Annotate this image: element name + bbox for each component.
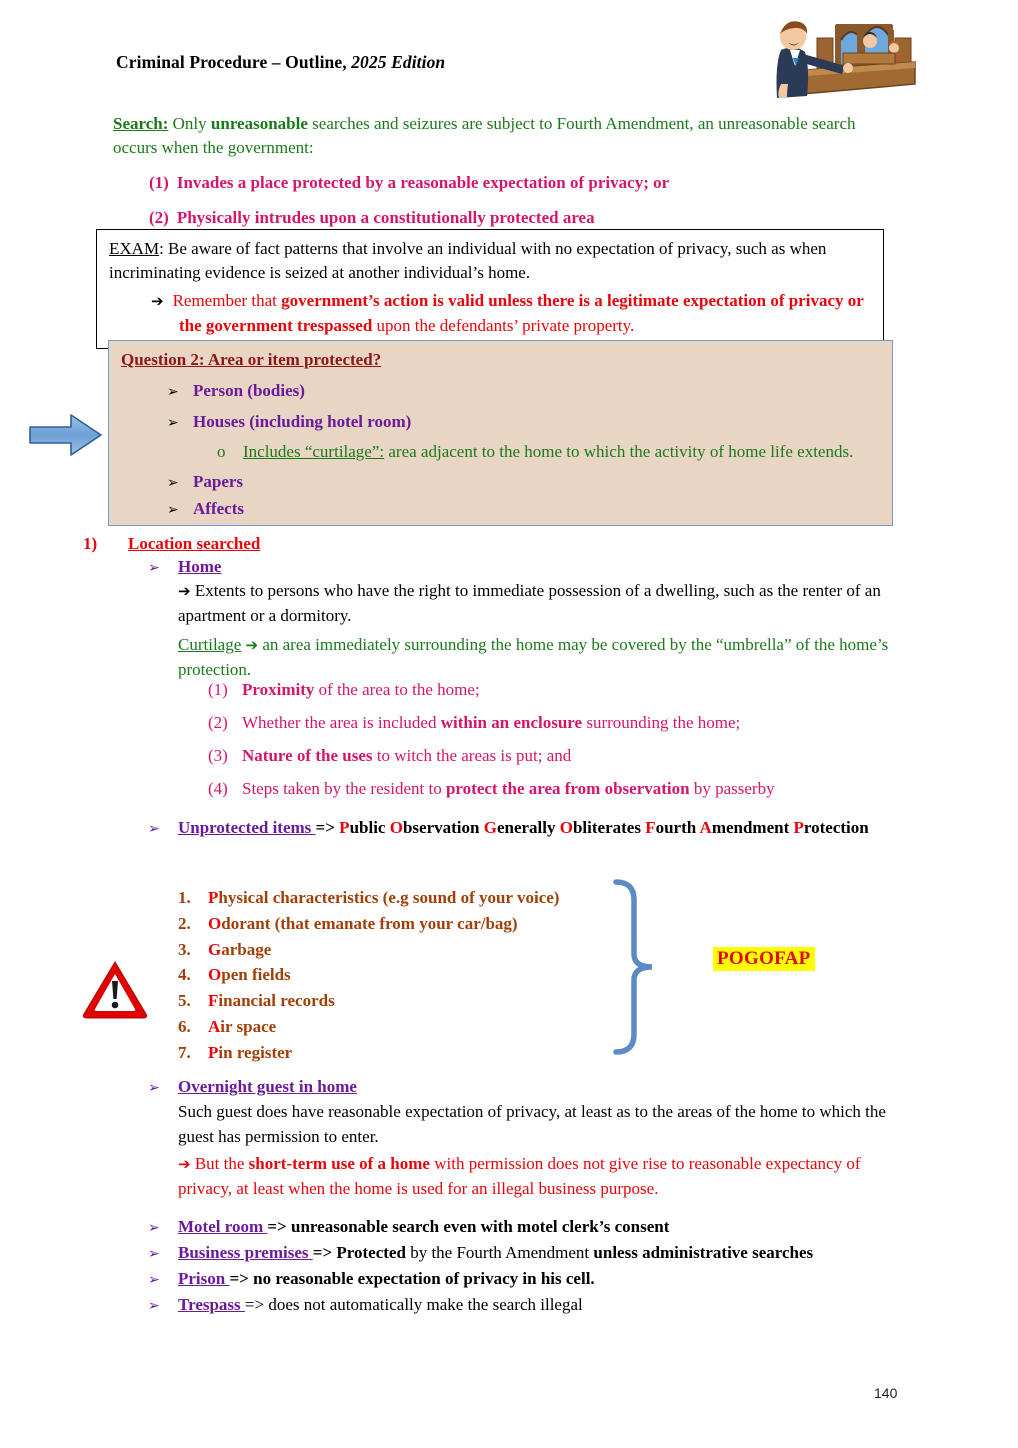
question2-title: Question 2: Area or item protected? — [121, 350, 382, 369]
question2-item-papers — [167, 471, 882, 493]
pogofap-item-6-number: 6. — [178, 1017, 191, 1037]
pogofap-item-4-text: pen fields — [221, 965, 291, 985]
pogofap-item-4 — [178, 962, 559, 988]
factor-2-rest: surrounding the home; — [582, 713, 741, 732]
overnight-red-bold: short-term use of a home — [248, 1154, 430, 1173]
curtilage-heading-term: Curtilage — [178, 635, 242, 654]
warning-triangle-icon — [80, 958, 150, 1020]
pogofap-item-3-text: arbage — [221, 939, 272, 959]
search-item-2-text: Physically intrudes upon a constitutionally protected area — [176, 208, 595, 228]
acronym-rest-public: ublic — [349, 818, 390, 837]
motel-room-text: unreasonable search even with motel clerk’s consent — [291, 1217, 670, 1236]
search-lead-1: Only — [168, 114, 211, 133]
pogofap-item-2-cap: O — [208, 913, 222, 933]
factor-3-marker: (3) — [208, 746, 228, 765]
search-emphasis: unreasonable — [210, 114, 308, 133]
business-premises-term: Business premises — [178, 1243, 313, 1262]
home-paragraph — [178, 579, 904, 628]
arrow-right-icon: ➔ — [151, 292, 164, 311]
location-number: 1) — [83, 534, 98, 553]
home-bullet — [148, 557, 221, 577]
factor-4-bold: protect the area from observation — [445, 779, 690, 798]
arrow-bullet-icon: ➢ — [148, 821, 160, 837]
curtilage-factor-4 — [208, 777, 775, 801]
arrow-bullet-icon: ➢ — [148, 1272, 160, 1288]
factor-4-rest: by passerby — [689, 779, 775, 798]
arrow-bullet-icon: ➢ — [167, 384, 179, 401]
factor-2-marker: (2) — [208, 713, 228, 732]
question2-item-papers-label: Papers — [193, 471, 244, 491]
pogofap-item-2-text: dorant (that emanate from your car/bag) — [221, 913, 518, 933]
pogofap-item-6-cap: A — [208, 1017, 221, 1037]
question2-item-person — [167, 380, 882, 402]
business-premises-bold2: unless administrative searches — [593, 1243, 814, 1262]
curtilage-factor-3 — [208, 744, 571, 768]
acronym-cap-a: A — [699, 818, 712, 837]
factor-4-marker: (4) — [208, 779, 228, 798]
search-lead-2: searches and seizures are subject to Fourth Amendment, an unreasonable search occurs when the government: — [113, 114, 856, 158]
prison-text: no reasonable expectation of privacy in his cell. — [253, 1269, 595, 1288]
pogofap-item-2-number: 2. — [178, 913, 191, 933]
question2-item-houses — [167, 411, 882, 433]
acronym-cap-o1: O — [389, 818, 403, 837]
business-premises-bold: Protected — [336, 1243, 406, 1262]
pogofap-item-7 — [178, 1040, 559, 1066]
curtilage-term: Includes “curtilage”: — [243, 442, 385, 462]
question2-item-affects — [167, 498, 882, 520]
factor-3-rest: to witch the areas is put; and — [372, 746, 572, 765]
pogofap-item-1-cap: P — [208, 888, 219, 907]
acronym-rest-observation: bservation — [402, 818, 484, 837]
motel-room-term: Motel room — [178, 1217, 268, 1236]
question2-shaded-box — [108, 340, 893, 526]
arrow-right-icon: ➔ — [178, 582, 191, 600]
exam-body: : Be aware of fact patterns that involve an individual with no expectation of privacy, such as when incriminating evidence is seized at another individual’s home. — [109, 239, 827, 283]
search-label: Search: — [113, 114, 169, 133]
question2-item-person-label: Person (bodies) — [193, 381, 305, 401]
pogofap-item-2 — [178, 911, 559, 937]
trespass-text: does not automatically make the search illegal — [268, 1295, 583, 1314]
pogofap-item-4-number: 4. — [178, 965, 191, 985]
factor-4-pre: Steps taken by the resident to — [242, 779, 446, 798]
arrow-right-icon: ➔ — [245, 636, 259, 654]
arrow-bullet-icon: ➢ — [148, 1080, 160, 1096]
exam-callout-box — [96, 229, 884, 349]
page-title-edition: 2025 Edition — [351, 52, 446, 72]
arrow-bullet-icon: ➢ — [148, 560, 160, 576]
acronym-rest-fourth: ourth — [655, 818, 700, 837]
pogofap-list — [178, 885, 559, 1066]
pogofap-item-5-cap: F — [208, 991, 219, 1011]
overnight-guest-bullet — [148, 1077, 357, 1097]
question2-item-affects-label: Affects — [193, 499, 244, 519]
pogofap-item-7-number: 7. — [178, 1042, 191, 1062]
overnight-red-pre: But the — [190, 1154, 249, 1173]
business-premises-mid: by the Fourth Amendment — [405, 1243, 594, 1262]
exam-arrow-bold: government’s action is valid unless there is a legitimate expectation of privacy or the government trespassed — [179, 291, 864, 335]
final-bullet-motel-room — [148, 1216, 908, 1238]
pogofap-item-3 — [178, 937, 559, 963]
acronym-rest-generally: enerally — [496, 818, 560, 837]
factor-1-marker: (1) — [208, 680, 228, 699]
pogofap-item-1 — [178, 885, 559, 911]
search-item-1 — [149, 172, 903, 195]
trespass-connector: => — [244, 1295, 269, 1314]
search-item-1-marker: (1) — [149, 173, 169, 193]
pogofap-item-4-cap: O — [208, 965, 222, 985]
pogofap-item-3-number: 3. — [178, 939, 191, 959]
motel-room-connector: => — [267, 1217, 291, 1236]
factor-1-bold: Proximity — [242, 680, 315, 699]
unprotected-items-bullet — [148, 818, 888, 838]
pogofap-item-7-text: in register — [218, 1042, 293, 1062]
exam-arrow-tail: upon the defendants’ private property. — [372, 315, 635, 335]
exam-arrow-note — [151, 289, 873, 338]
arrow-bullet-icon: ➢ — [167, 502, 179, 519]
overnight-red-tail: with permission does not give rise to reasonable expectancy of privacy, at least when the home is used for an illegal business purpose. — [178, 1154, 861, 1198]
page-number: 140 — [874, 1385, 898, 1401]
circle-bullet-icon: o — [217, 442, 226, 462]
pogofap-item-5-text: inancial records — [218, 991, 335, 1011]
exam-arrow-lead: Remember that — [172, 291, 282, 311]
search-item-1-text: Invades a place protected by a reasonable expectation of privacy; or — [176, 173, 670, 193]
pogofap-item-5 — [178, 988, 559, 1014]
final-bullet-business-premises — [148, 1242, 908, 1264]
arrow-bullet-icon: ➢ — [148, 1298, 160, 1314]
pogofap-item-3-cap: G — [208, 939, 222, 959]
factor-3-bold: Nature of the uses — [242, 746, 373, 765]
curtilage-paragraph — [178, 633, 904, 682]
curtilage-factor-1 — [208, 678, 480, 702]
pogofap-item-6 — [178, 1014, 559, 1040]
pogofap-item-7-cap: P — [208, 1042, 219, 1062]
acronym-cap-g: G — [483, 818, 497, 837]
acronym-rest-amendment: mendment — [711, 818, 794, 837]
location-searched-heading — [83, 534, 260, 554]
search-item-2-marker: (2) — [149, 208, 169, 228]
curly-brace-icon — [608, 878, 668, 1056]
courtroom-clipart-image — [757, 10, 920, 105]
acronym-cap-f: F — [645, 818, 656, 837]
prison-term: Prison — [178, 1269, 230, 1288]
exam-label: EXAM — [109, 239, 160, 258]
arrow-right-icon: ➔ — [178, 1155, 191, 1173]
question2-item-houses-label: Houses (including hotel room) — [193, 412, 412, 432]
overnight-guest-red-note — [178, 1152, 904, 1201]
business-premises-connector: => — [312, 1243, 337, 1262]
pogofap-acronym-badge: POGOFAP — [713, 947, 815, 971]
arrow-bullet-icon: ➢ — [148, 1246, 160, 1262]
search-item-2 — [149, 207, 903, 230]
blue-pointer-arrow-icon — [27, 410, 105, 460]
acronym-rest-protection: rotection — [803, 818, 869, 837]
overnight-guest-paragraph: Such guest does have reasonable expectation of privacy, at least as to the areas of the home to which the guest has permission to enter. — [178, 1102, 886, 1146]
overnight-guest-label: Overnight guest in home — [178, 1077, 357, 1096]
factor-2-pre: Whether the area is included — [242, 713, 441, 732]
pogofap-item-1-number: 1. — [178, 888, 191, 907]
curtilage-description: area adjacent to the home to which the activity of home life extends. — [384, 442, 854, 462]
pogofap-item-1-text: hysical characteristics (e.g sound of your voice) — [218, 888, 560, 907]
factor-2-bold: within an enclosure — [440, 713, 583, 732]
pogofap-item-6-text: ir space — [220, 1017, 277, 1037]
arrow-bullet-icon: ➢ — [148, 1220, 160, 1236]
home-label: Home — [178, 557, 222, 576]
final-bullet-prison — [148, 1268, 908, 1290]
pogofap-item-5-number: 5. — [178, 991, 191, 1011]
acronym-cap-o2: O — [559, 818, 573, 837]
home-paragraph-text: Extents to persons who have the right to immediate possession of a dwelling, such as the renter of an apartment or a dormitory. — [178, 581, 881, 625]
page-title-main: Criminal Procedure – Outline, — [116, 52, 347, 72]
curtilage-paragraph-text: an area immediately surrounding the home may be covered by the “umbrella” of the home’s protection. — [178, 635, 889, 679]
location-title: Location searched — [128, 534, 261, 553]
search-definition-block — [113, 112, 903, 230]
question2-curtilage-note — [217, 440, 883, 465]
prison-connector: => — [229, 1269, 254, 1288]
page-title — [116, 52, 445, 73]
factor-1-rest: of the area to the home; — [314, 680, 480, 699]
arrow-bullet-icon: ➢ — [167, 474, 179, 491]
acronym-rest-obliterates: bliterates — [572, 818, 646, 837]
acronym-cap-p2: P — [793, 818, 804, 837]
final-bullet-trespass — [148, 1294, 908, 1316]
unprotected-connector: => — [315, 818, 340, 837]
arrow-bullet-icon: ➢ — [167, 415, 179, 432]
unprotected-items-term: Unprotected items — [178, 818, 316, 837]
curtilage-factor-2 — [208, 711, 740, 735]
acronym-cap-p1: P — [339, 818, 350, 837]
trespass-term: Trespass — [178, 1295, 245, 1314]
